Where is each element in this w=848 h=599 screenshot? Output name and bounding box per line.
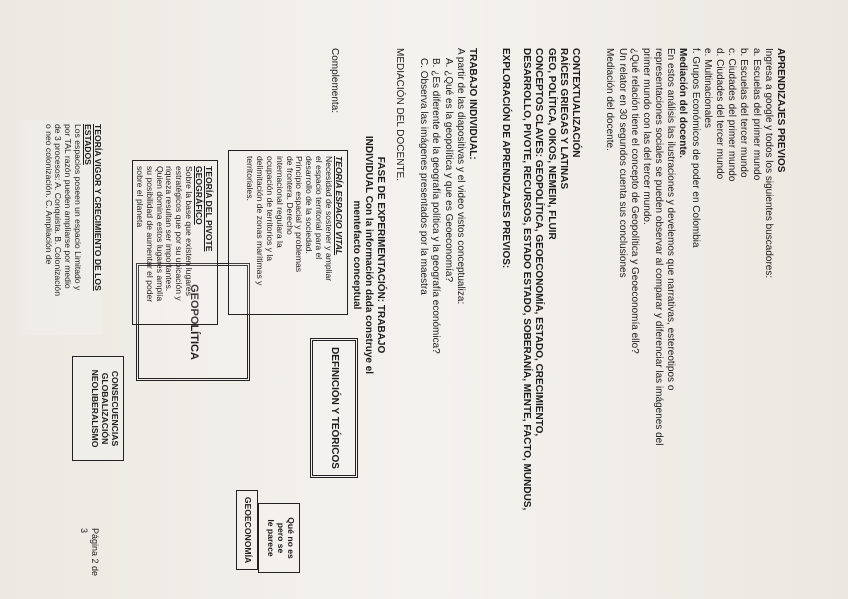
trabajo-line: A. ¿Qué es la geopolítica y que es Geoeconomía? <box>442 58 454 283</box>
list-item: c. Ciudades del primer mundo <box>726 48 738 182</box>
definicion-box <box>310 338 358 478</box>
mediacion-line: Un relator en 30 segundos cuenta sus conclusiones <box>616 48 628 278</box>
trabajo-heading: TRABAJO INDIVIDUAL: <box>467 48 478 160</box>
list-item: e. Multinacionales <box>701 48 713 129</box>
que-no-es-line: Qué no es pero se <box>276 517 296 559</box>
espacio-vital-line: Necesidad de sostener y ampliar <box>324 156 335 282</box>
conceptos-line: DESARROLLO, PIVOTE, RECURSOS, ESTADO ESTADO, SOBERANÍA, MENTE, FACTO, MUNDUS, <box>521 48 533 511</box>
espacio-vital-line: territoriales. <box>245 156 256 201</box>
espacio-vital-line: Principio espacial y problemas <box>294 156 305 273</box>
trabajo-mediacion: MEDIACIÓN DEL DOCENTE. <box>394 48 406 181</box>
contextualizacion-section <box>520 48 581 568</box>
espacio-vital-line: internacional regulara la <box>274 156 285 248</box>
espacio-vital-line: de frontera. Derecho <box>284 156 295 235</box>
contextualizacion-line: RAÍCES GRIEGAS Y LATINAS <box>557 48 569 190</box>
pivote-box <box>132 160 218 325</box>
document-page <box>18 20 818 580</box>
vigor-line: de 3 procesos: A. Conquista. B. Colonización <box>53 124 64 296</box>
mediacion-line: representaciones sociales se pueden observar al comparar y diferenciar las imágenes del <box>653 48 665 446</box>
mediacion-line: ¿Qué relación tiene el concepto de Geopolítica y Geoeconomía ello? <box>628 48 640 354</box>
consecuencias-line: NEOLIBERALISMO <box>90 369 101 448</box>
espacio-vital-title: TEORÍA ESPACIO VITAL <box>334 156 344 256</box>
consecuencias-box <box>72 356 124 461</box>
espacio-vital-line: desarrollo de la sociedad. <box>304 156 315 254</box>
list-item: d. Ciudades del tercer mundo <box>714 48 726 180</box>
aprendizajes-intro: Ingresa a google y todos los siguientes buscadores: <box>762 48 774 279</box>
contextualizacion-line: GEO, POLÍTICA, OIKOS, NEMEIN, FLUIR <box>545 48 557 240</box>
vigor-line: por TAL razón pueden ampliarse por medio <box>63 124 74 289</box>
fase-line: mentefacto conceptual <box>350 200 362 310</box>
pivote-line: Sobre la base que existen lugares <box>184 166 195 296</box>
espacio-vital-line: delimitación de zonas marítimas y <box>255 156 265 286</box>
vigor-title: ESTADOS <box>83 124 94 165</box>
mediacion-heading: Mediación del docente. <box>677 48 689 159</box>
pivote-line: su posibilidad de aumentar el poder <box>144 166 155 303</box>
conceptos-line: CONCEPTOS CLAVES: GEOPOLÍTICA, GEOECONOMÍA, ESTADO, CRECIMIENTO, <box>533 48 545 437</box>
trabajo-line: B. ¿Es diferente de la geografía política y la geografía económica? <box>430 58 442 354</box>
pivote-line: sobre el planeta <box>134 166 145 228</box>
aprendizajes-section <box>603 48 786 568</box>
trabajo-section <box>393 48 478 548</box>
mediacion-line: En estos análisis las ilustraciones y develemos que narrativas, estereotipos o <box>665 48 677 391</box>
mediacion-line: primer mundo con las del tercer mundo. <box>640 48 652 225</box>
fase-line: INDIVIDUAL Con la información dada construye el <box>362 135 374 375</box>
contextualizacion-line: CONTEXTUALIZACIÓN <box>570 48 581 158</box>
mediacion-line: Mediación del docente. <box>604 48 616 151</box>
page-number: Página 2 de 3 <box>79 528 100 577</box>
list-item: b. Escuelas del tercer mundo <box>738 48 750 178</box>
definicion-label: DEFINICIÓN Y TEÓRICOS <box>329 347 341 469</box>
vigor-title: TEORÍA VIGOR Y CRECIMIENTO DE LOS <box>93 124 103 291</box>
aprendizajes-heading: APRENDIZAJES PREVIOS <box>775 48 786 173</box>
trabajo-line: A partir de las diapositivas y el video vistos conceptualiza: <box>454 48 466 305</box>
espacio-vital-box <box>228 150 348 315</box>
geopolitica-label: GEOPOLÍTICA <box>187 284 200 360</box>
consecuencias-line: GLOBALIZACIÓN <box>100 372 111 445</box>
exploracion-heading: EXPLORACIÓN DE APRENDIZAJES PREVIOS: <box>500 48 511 269</box>
vigor-line: o neo colonización. C. Ampliación de <box>43 124 54 265</box>
vigor-line: Los espacios poseen un espacio Limitado y <box>73 124 84 291</box>
espacio-vital-line: ocupación de territorios y la <box>264 156 275 262</box>
que-no-es-box <box>258 503 300 573</box>
trabajo-line: C. Observa las imágenes presentados por la maestra <box>418 58 430 295</box>
espacio-vital-line: el espacio territorial para el <box>314 156 325 260</box>
geoeconomia-box <box>236 490 258 570</box>
consecuencias-line: CONSECUENCIAS <box>110 370 120 447</box>
vigor-box <box>20 120 102 335</box>
pivote-line: estratégicos que por su ubicación y <box>174 166 185 301</box>
pivote-title: TEORÍA DEL PIVOTE <box>204 166 214 252</box>
pivote-title: GEOGRÁFICO <box>194 166 205 225</box>
list-item: a. Escuelas del primer mundo <box>750 48 762 181</box>
fase-line: FASE DE EXPERIMENTACIÓN: TRABAJO <box>375 156 386 354</box>
list-item: f. Grupos Económicos de poder en Colombia <box>689 48 701 248</box>
que-no-es-line: le parece <box>266 519 277 557</box>
geoeconomia-label: GEOECONOMÍA <box>242 496 253 564</box>
pivote-line: riqueza resultan ser importantes. <box>164 166 175 292</box>
pivote-line: Quien domina estos lugares amplía <box>154 166 165 302</box>
complementa-label: Complementa: <box>329 48 340 114</box>
